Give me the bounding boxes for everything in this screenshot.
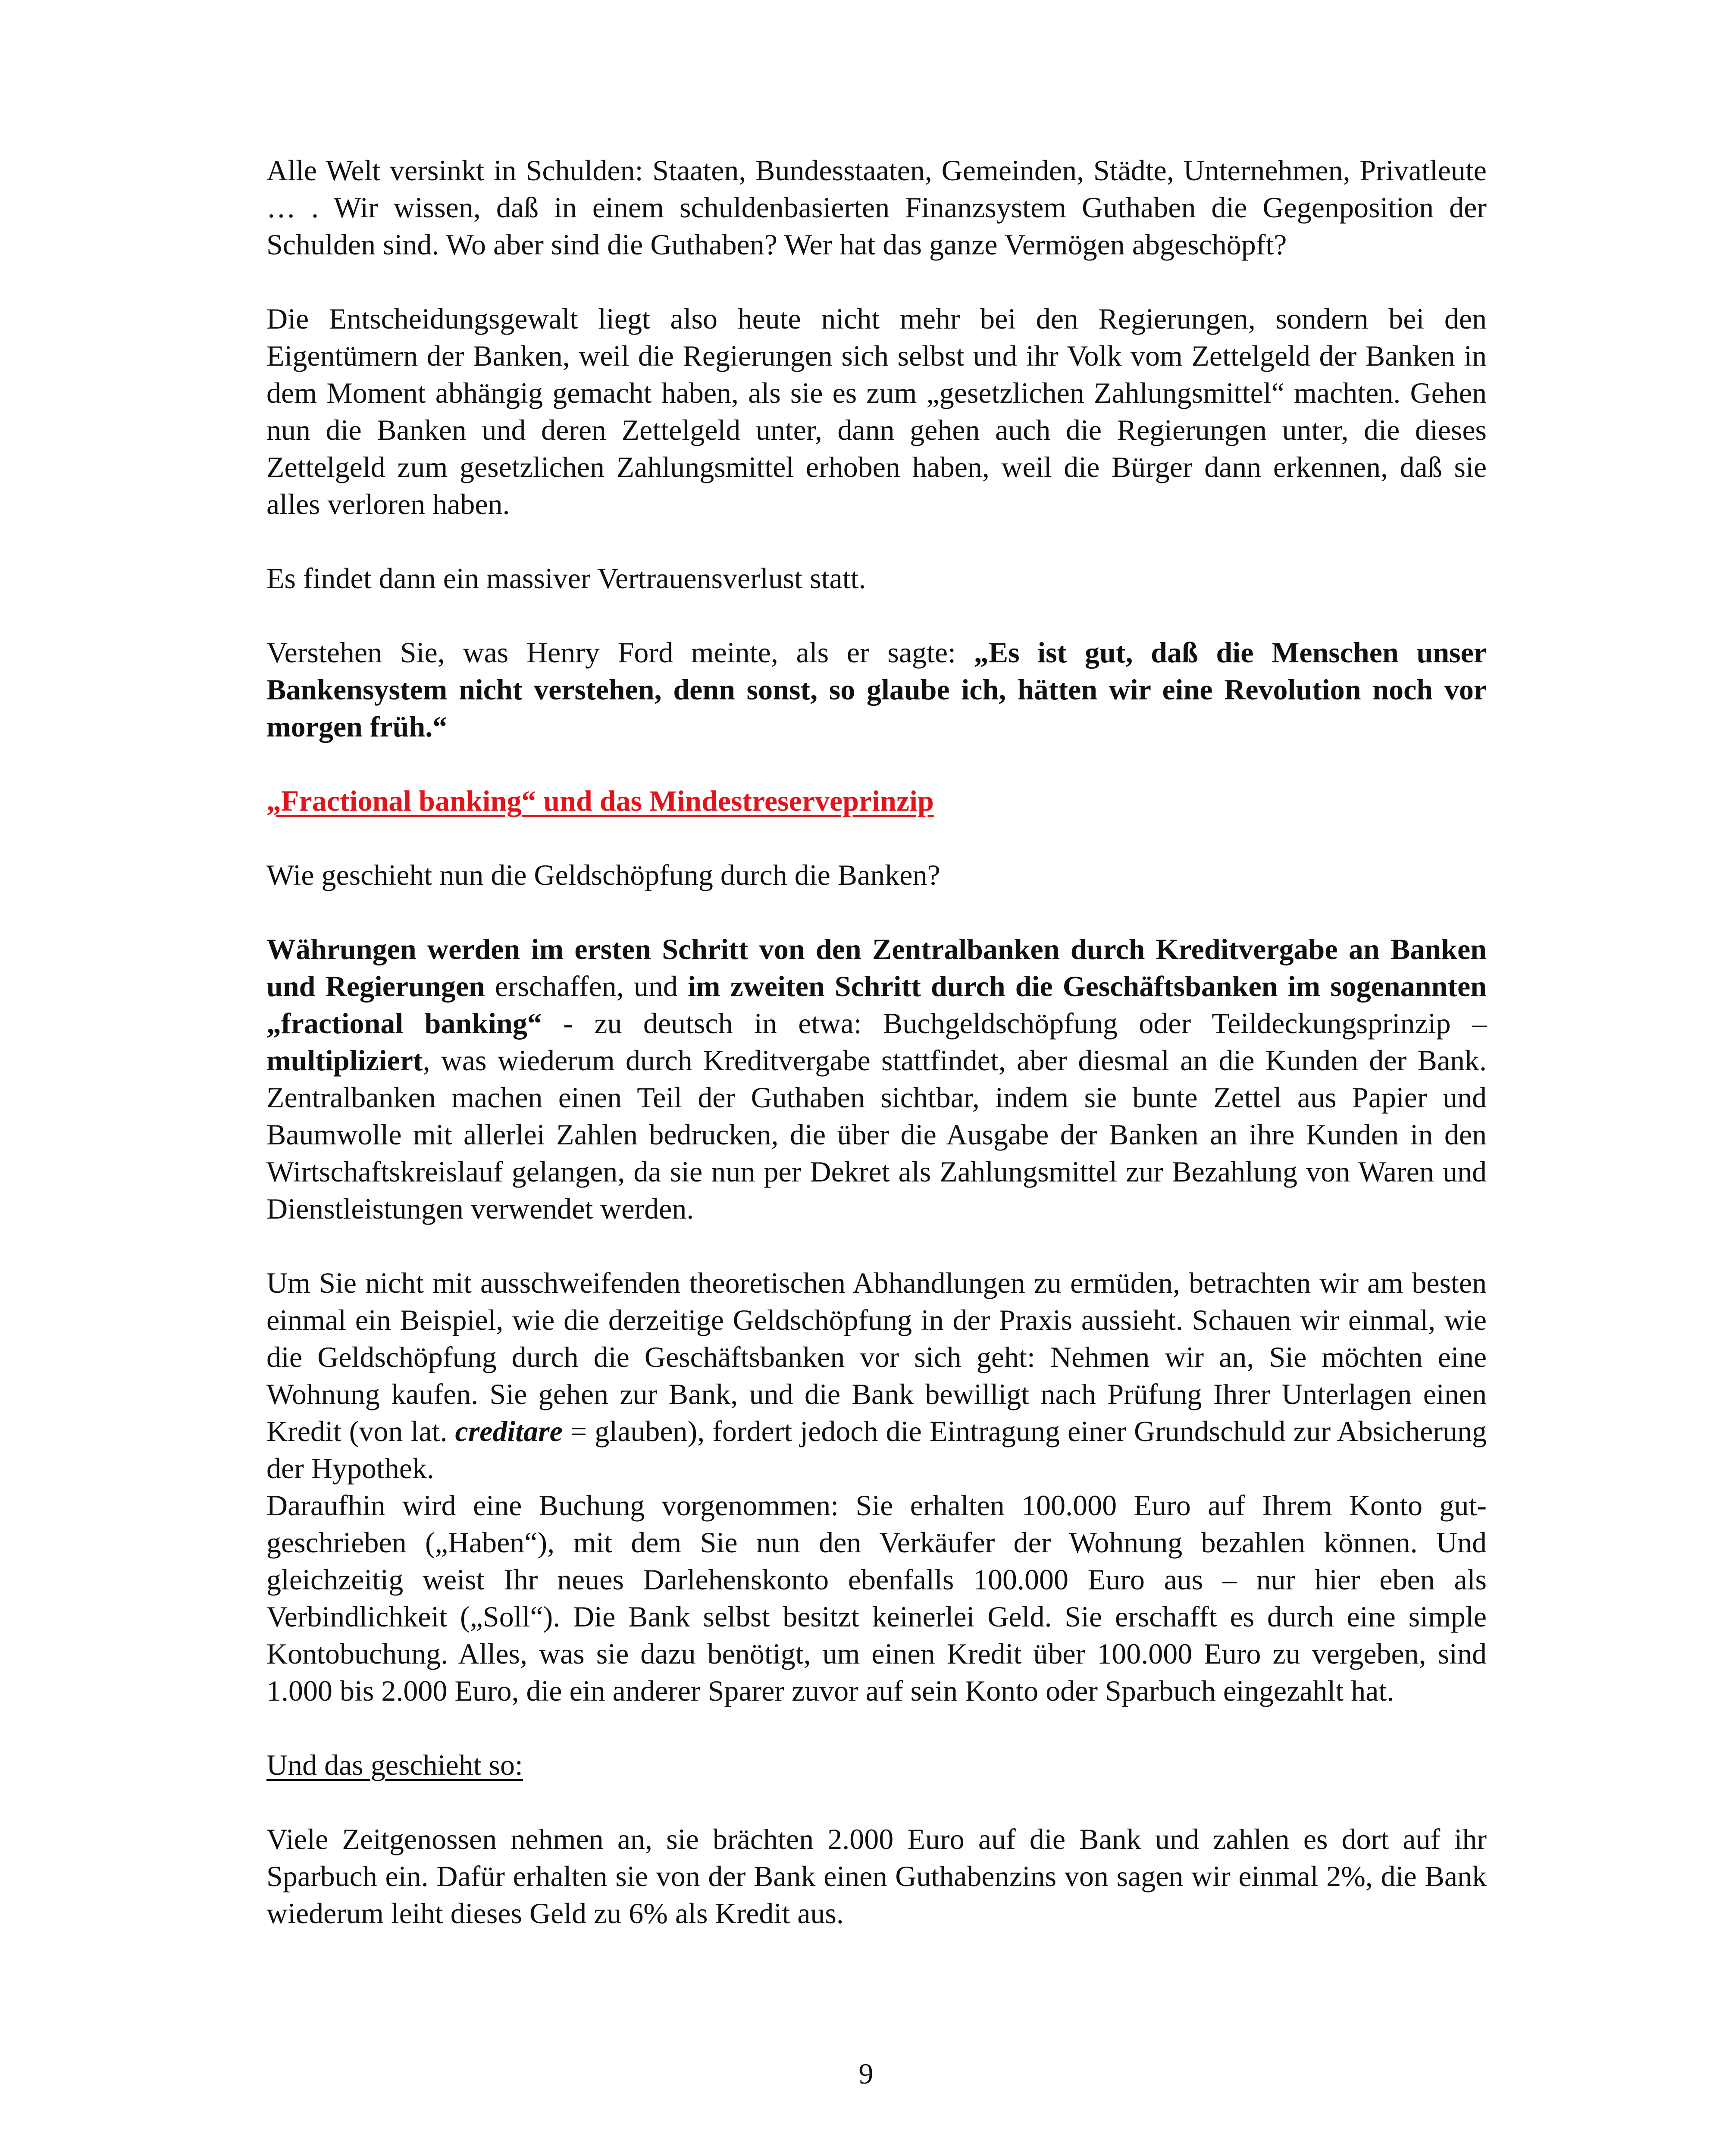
term-creditare: creditare bbox=[455, 1415, 563, 1448]
text-segment: , was wiederum durch Kreditvergabe stattfindet, aber diesmal an die Kunden der Bank. Zentralbanken machen einen Teil der Guthaben sichtbar, indem sie bunte Zettel aus Papier und Baumwolle mit allerlei Zahlen bedrucken, die über die Ausgabe der Banken an ihre Kunden in den Wirtschaftskreislauf gelangen, da sie nun per Dekret als Zahlungsmittel zur Bezahlung von Waren und Dienstleistungen verwendet werden. bbox=[266, 1044, 1487, 1225]
bold-first-step: Währungen werden im ersten Schritt von den Zentralbanken durch Kreditvergabe an Banken und Regierungen bbox=[266, 933, 1487, 1003]
paragraph-henry-ford bbox=[266, 634, 1487, 745]
section-heading-wrapper bbox=[266, 782, 1487, 819]
ford-intro-text: Verstehen Sie, was Henry Ford meinte, als er sagte: bbox=[266, 636, 974, 669]
document-body bbox=[266, 152, 1487, 1969]
paragraph-booking: Daraufhin wird eine Buchung vorgenommen: Sie erhalten 100.000 Euro auf Ihrem Konto gut-geschrieben („Haben“), mit dem Sie nun den Verkäufer der Wohnung bezahlen können. Und gleichzeitig weist Ihr neues Darlehenskonto ebenfalls 100.000 Euro aus – nur hier eben als Verbindlichkeit („Soll“). Die Bank selbst besitzt keinerlei Geld. Sie erschafft es durch eine simple Kontobuchung. Alles, was sie dazu benötigt, um einen Kredit über 100.000 Euro zu vergeben, sind 1.000 bis 2.000 Euro, die ein anderer Sparer zuvor auf sein Konto oder Sparbuch eingezahlt hat. bbox=[266, 1489, 1487, 1707]
paragraph-subheading-wrapper bbox=[266, 1746, 1487, 1783]
ford-quote: „Es ist gut, daß die Menschen unser Bankensystem nicht verstehen, denn sonst, so glaube ich, hätten wir eine Revolution noch vor morgen früh.“ bbox=[266, 636, 1487, 743]
section-heading: „Fractional banking“ und das Mindestreserveprinzip bbox=[266, 784, 934, 817]
text-segment: erschaffen, und bbox=[485, 970, 688, 1003]
underlined-subheading: Und das geschieht so: bbox=[266, 1749, 523, 1781]
text-segment: Um Sie nicht mit ausschweifenden theoretischen Abhandlungen zu ermüden, betrachten wir am besten einmal ein Beispiel, wie die derzeitige Geldschöpfung in der Praxis aussieht. Schauen wir einmal, wie die Geldschöpfung durch die Geschäftsbanken vor sich geht: Nehmen wir an, Sie möchten eine Wohnung kaufen. Sie gehen zur Bank, und die Bank bewilligt nach Prüfung Ihrer Unterlagen einen Kredit (von lat. bbox=[266, 1266, 1487, 1448]
paragraph-example bbox=[266, 1264, 1487, 1487]
paragraph-decision-power: Die Entscheidungsgewalt liegt also heute nicht mehr bei den Regierungen, sondern bei den Eigentümern der Banken, weil die Regierungen sich selbst und ihr Volk vom Zettelgeld der Banken in dem Moment abhängig gemacht haben, als sie es zum „gesetzlichen Zahlungsmittel“ machten. Gehen nun die Banken und deren Zettelgeld unter, dann gehen auch die Regierungen unter, die dieses Zettelgeld zum gesetzlichen Zahlungsmittel erhoben haben, weil die Bürger dann erkennen, daß sie alles verloren haben. bbox=[266, 302, 1487, 520]
paragraph-debts: Alle Welt versinkt in Schulden: Staaten, Bundesstaaten, Gemeinden, Städte, Unternehmen, Privatleute … . Wir wissen, daß in einem schuldenbasierten Finanzsystem Guthaben die Gegenposition der Schulden sind. Wo aber sind die Guthaben? Wer hat das ganze Vermögen abgeschöpft? bbox=[266, 154, 1487, 261]
paragraph-trust-loss: Es findet dann ein massiver Vertrauensverlust statt. bbox=[266, 562, 866, 595]
bold-second-step: im zweiten Schritt durch die Geschäftsbanken im sogenannten „fractional banking“ bbox=[266, 970, 1487, 1040]
page-number: 9 bbox=[858, 2057, 874, 2090]
paragraph-currency-creation bbox=[266, 931, 1487, 1227]
text-segment: = glauben), fordert jedoch die Eintragung einer Grundschuld zur Absicherung der Hypothek. bbox=[266, 1415, 1487, 1485]
text-segment: - zu deutsch in etwa: Buchgeldschöpfung oder Teildeckungsprinzip – bbox=[542, 1007, 1487, 1040]
paragraph-question: Wie geschieht nun die Geldschöpfung durch die Banken? bbox=[266, 859, 940, 891]
bold-multiplied: multipliziert bbox=[266, 1044, 423, 1077]
paragraph-savings: Viele Zeitgenossen nehmen an, sie brächten 2.000 Euro auf die Bank und zahlen es dort auf ihr Sparbuch ein. Dafür erhalten sie von der Bank einen Guthabenzins von sagen wir einmal 2%, die Bank wiederum leiht dieses Geld zu 6% als Kredit aus. bbox=[266, 1823, 1487, 1930]
